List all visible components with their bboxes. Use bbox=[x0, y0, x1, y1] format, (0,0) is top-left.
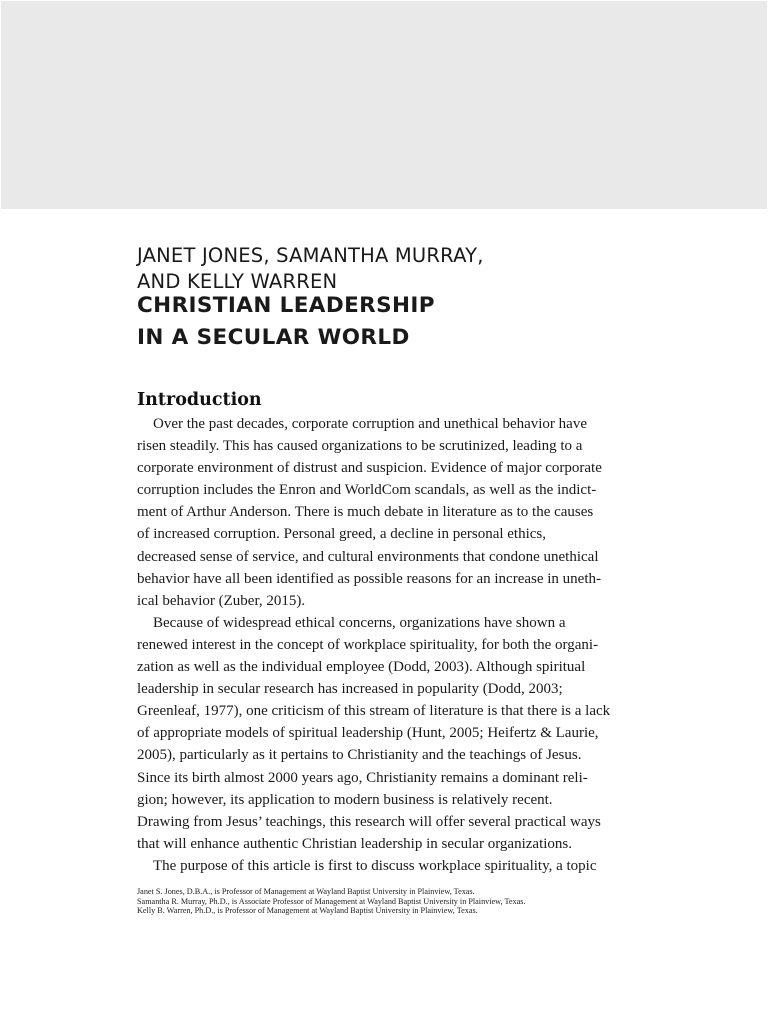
body-line: Greenleaf, 1977), one criticism of this stream of literature is that there is a lack bbox=[137, 703, 611, 720]
author-line: AND KELLY WARREN bbox=[137, 270, 338, 293]
body-line: gion; however, its application to modern business is relatively recent. bbox=[137, 791, 553, 808]
body-line: decreased sense of service, and cultural environments that condone unethical bbox=[137, 548, 599, 565]
title-line: IN A SECULAR WORLD bbox=[137, 325, 410, 350]
body-line: ical behavior (Zuber, 2015). bbox=[137, 592, 306, 609]
body-line: of appropriate models of spiritual leadership (Hunt, 2005; Heifertz & Laurie, bbox=[137, 725, 599, 742]
body-line: Over the past decades, corporate corruption and unethical behavior have bbox=[153, 416, 587, 432]
body-line: of increased corruption. Personal greed, a decline in personal ethics, bbox=[137, 526, 547, 543]
section-heading-introduction: Introduction bbox=[137, 390, 262, 410]
footnote-line: Samantha R. Murray, Ph.D., is Associate Professor of Management at Wayland Baptist University in Plainview, Texas. bbox=[137, 896, 526, 906]
body-line: Because of widespread ethical concerns, organizations have shown a bbox=[153, 614, 566, 631]
body-line: zation as well as the individual employee (Dodd, 2003). Although spiritual bbox=[137, 659, 586, 676]
body-line: that will enhance authentic Christian leadership in secular organizations. bbox=[137, 835, 572, 852]
body-line: The purpose of this article is first to discuss workplace spirituality, a topic bbox=[153, 857, 597, 874]
author-names bbox=[137, 243, 697, 295]
body-line: risen steadily. This has caused organizations to be scrutinized, leading to a bbox=[137, 438, 583, 455]
footnote-line: Kelly B. Warren, Ph.D., is Professor of Management at Wayland Baptist University in Plainview, Texas. bbox=[137, 906, 478, 916]
header-placeholder-band bbox=[1, 1, 767, 209]
body-line: ment of Arthur Anderson. There is much debate in literature as to the causes bbox=[137, 504, 594, 521]
article-title bbox=[137, 290, 697, 354]
body-line: renewed interest in the concept of workplace spirituality, for both the organi- bbox=[137, 636, 599, 653]
author-footnotes bbox=[137, 887, 697, 916]
author-line: JANET JONES, SAMANTHA MURRAY, bbox=[137, 244, 484, 267]
body-text bbox=[137, 413, 632, 877]
footnote-line: Janet S. Jones, D.B.A., is Professor of Management at Wayland Baptist University in Plainview, Texas. bbox=[137, 887, 475, 896]
body-line: corruption includes the Enron and WorldCom scandals, as well as the indict- bbox=[137, 482, 597, 499]
body-line: leadership in secular research has increased in popularity (Dodd, 2003; bbox=[137, 681, 563, 698]
body-line: behavior have all been identified as possible reasons for an increase in uneth- bbox=[137, 570, 601, 587]
body-line: 2005), particularly as it pertains to Christianity and the teachings of Jesus. bbox=[137, 747, 582, 764]
body-line: Drawing from Jesus’ teachings, this research will offer several practical ways bbox=[137, 813, 601, 830]
title-line: CHRISTIAN LEADERSHIP bbox=[137, 293, 435, 318]
body-line: corporate environment of distrust and suspicion. Evidence of major corporate bbox=[137, 460, 602, 477]
body-line: Since its birth almost 2000 years ago, Christianity remains a dominant reli- bbox=[137, 769, 588, 786]
